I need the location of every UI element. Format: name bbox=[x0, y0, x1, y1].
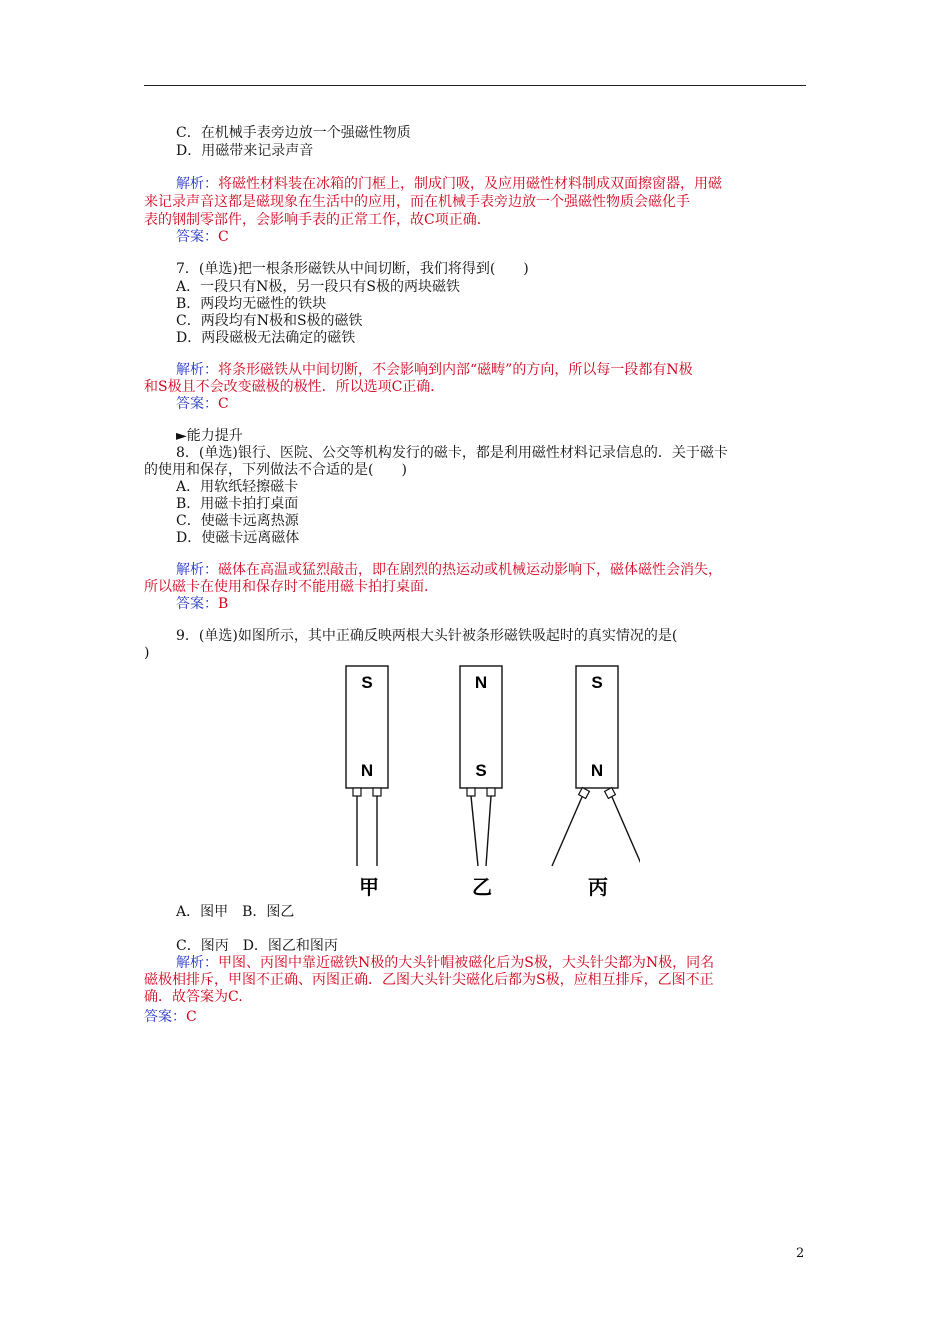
pole-label-bottom: N bbox=[360, 761, 374, 780]
answer-value: C bbox=[218, 396, 229, 412]
q7-option-a: A．一段只有N极，另一段只有S极的两块磁铁 bbox=[176, 279, 460, 295]
pin-head-right bbox=[605, 788, 616, 799]
q9-stem-line-2: ) bbox=[144, 645, 150, 661]
answer-label: 答案： bbox=[176, 229, 218, 245]
q9-explanation-line-1 bbox=[176, 954, 714, 972]
q8-option-b: B．用磁卡拍打桌面 bbox=[176, 496, 299, 512]
pin-right bbox=[612, 797, 640, 866]
pole-label-top: S bbox=[591, 673, 603, 692]
figure-caption: 甲 bbox=[359, 875, 379, 899]
q8-explanation-line-2: 所以磁卡在使用和保存时不能用磁卡拍打桌面． bbox=[144, 579, 438, 595]
pin-head-left bbox=[467, 788, 475, 796]
answer-label: 答案： bbox=[144, 1009, 186, 1025]
q7-option-c: C．两段均有N极和S极的磁铁 bbox=[176, 313, 363, 329]
q6-option-c: C．在机械手表旁边放一个强磁性物质 bbox=[176, 125, 411, 141]
explanation-text: 将磁性材料装在冰箱的门框上，制成门吸，及应用磁性材料制成双面擦窗器，用磁 bbox=[218, 176, 722, 192]
q7-stem: 7．(单选)把一根条形磁铁从中间切断，我们将得到( ) bbox=[176, 261, 529, 277]
pin-head-left bbox=[353, 788, 361, 796]
q8-answer bbox=[176, 595, 228, 613]
magnet-bing bbox=[552, 666, 640, 899]
figure-caption: 丙 bbox=[588, 875, 608, 899]
explanation-label: 解析： bbox=[176, 176, 218, 192]
figure-caption: 乙 bbox=[472, 875, 492, 899]
explanation-label: 解析： bbox=[176, 362, 218, 378]
pin-right bbox=[486, 796, 491, 866]
pin-head-left bbox=[579, 788, 590, 799]
q8-stem-line-2: 的使用和保存，下列做法不合适的是( ) bbox=[144, 462, 407, 478]
q6-explanation-line-3: 表的钢制零部件，会影响手表的正常工作，故C项正确． bbox=[144, 212, 491, 228]
q9-options-cd: C．图丙 D．图乙和图丙 bbox=[176, 938, 338, 954]
pin-head-right bbox=[487, 788, 495, 796]
pole-label-top: N bbox=[474, 673, 488, 692]
explanation-label: 解析： bbox=[176, 955, 218, 971]
pole-label-top: S bbox=[361, 673, 373, 692]
q8-explanation-line-1 bbox=[176, 561, 722, 579]
header-rule bbox=[144, 85, 806, 86]
magnet-jia bbox=[346, 666, 388, 899]
pole-label-bottom: N bbox=[590, 761, 604, 780]
page-number: 2 bbox=[796, 1246, 805, 1261]
pin-head-right bbox=[373, 788, 381, 796]
q8-option-c: C．使磁卡远离热源 bbox=[176, 513, 299, 529]
q9-options-ab: A．图甲 B．图乙 bbox=[176, 904, 295, 920]
pin-left bbox=[552, 797, 582, 866]
q6-answer bbox=[176, 228, 229, 246]
q8-option-a: A．用软纸轻擦磁卡 bbox=[176, 479, 299, 495]
q9-explanation-line-2: 磁极相排斥，甲图不正确、丙图正确．乙图大头针尖磁化后都为S极，应相互排斥，乙图不正 bbox=[144, 972, 714, 988]
pole-label-bottom: S bbox=[475, 761, 487, 780]
explanation-text: 甲图、丙图中靠近磁铁N极的大头针帽被磁化后为S极，大头针尖都为N极，同名 bbox=[218, 955, 715, 971]
q7-answer bbox=[176, 395, 229, 413]
q6-explanation-line-1 bbox=[176, 175, 722, 193]
q7-explanation-line-1 bbox=[176, 361, 693, 379]
q9-explanation-line-3: 确．故答案为C. bbox=[144, 989, 243, 1005]
explanation-text: 磁体在高温或猛烈敲击，即在剧烈的热运动或机械运动影响下，磁体磁性会消失， bbox=[218, 562, 722, 578]
answer-label: 答案： bbox=[176, 596, 218, 612]
q8-option-d: D．使磁卡远离磁体 bbox=[176, 530, 300, 546]
q7-explanation-line-2: 和S极且不会改变磁极的极性．所以选项C正确． bbox=[144, 379, 445, 395]
explanation-text: 将条形磁铁从中间切断，不会影响到内部“磁畴”的方向，所以每一段都有N极 bbox=[218, 362, 693, 378]
answer-value: B bbox=[218, 596, 229, 612]
q9-stem-line-1: 9．(单选)如图所示，其中正确反映两根大头针被条形磁铁吸起时的真实情况的是( bbox=[176, 628, 678, 644]
pin-left bbox=[471, 796, 478, 866]
answer-value: C bbox=[218, 229, 229, 245]
magnets-figure bbox=[340, 664, 640, 900]
q8-stem-line-1: 8．(单选)银行、医院、公交等机构发行的磁卡，都是利用磁性材料记录信息的．关于磁卡 bbox=[176, 445, 728, 461]
answer-label: 答案： bbox=[176, 396, 218, 412]
q6-option-d: D．用磁带来记录声音 bbox=[176, 143, 314, 159]
section-heading: ►能力提升 bbox=[176, 428, 243, 444]
q6-explanation-line-2: 来记录声音这都是磁现象在生活中的应用，而在机械手表旁边放一个强磁性物质会磁化手 bbox=[144, 194, 690, 210]
q7-option-b: B．两段均无磁性的铁块 bbox=[176, 296, 327, 312]
q9-answer bbox=[144, 1008, 197, 1026]
answer-value: C bbox=[186, 1009, 197, 1025]
q7-option-d: D．两段磁极无法确定的磁铁 bbox=[176, 330, 356, 346]
explanation-label: 解析： bbox=[176, 562, 218, 578]
magnet-yi bbox=[460, 666, 502, 899]
